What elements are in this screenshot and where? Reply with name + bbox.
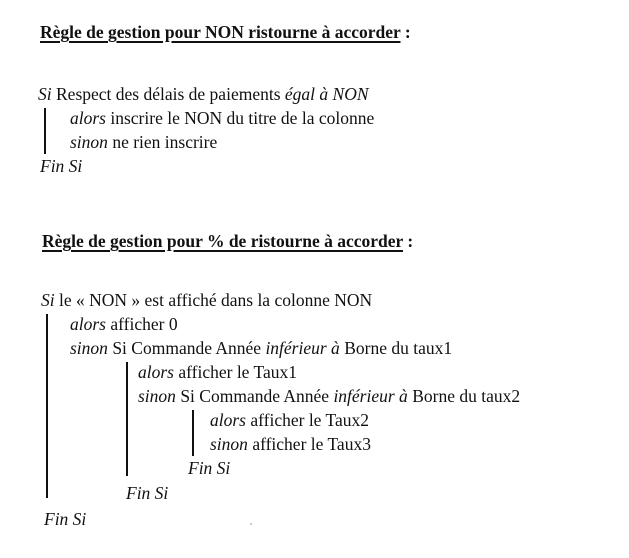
- section2-heading: [42, 231, 413, 251]
- section1-end-if: Fin Si: [40, 156, 83, 176]
- section1-heading-colon: :: [400, 22, 411, 42]
- nested-if-subject: Commande Année: [131, 338, 262, 358]
- nested2-if-operator: inférieur à: [333, 386, 408, 406]
- nested-if-keyword: Si: [112, 338, 127, 358]
- then-keyword: alors: [70, 314, 106, 334]
- nested2-then-line: [210, 410, 369, 430]
- else-action: afficher le Taux3: [252, 434, 371, 454]
- then-keyword: alors: [70, 108, 106, 128]
- then-action: afficher 0: [110, 314, 178, 334]
- section1-heading-text: Règle de gestion pour NON ristourne à accorder: [40, 22, 401, 42]
- section2-heading-colon: :: [402, 231, 414, 251]
- section1-block-bar: [44, 108, 46, 154]
- else-keyword: sinon: [70, 132, 108, 152]
- nested-if-target: Borne du taux1: [344, 338, 453, 358]
- section2-else-line: [70, 338, 452, 358]
- section2-outer-block-bar: [46, 314, 48, 498]
- else-action: ne rien inscrire: [112, 132, 218, 152]
- section2-heading-text: Règle de gestion pour % de ristourne à accorder: [42, 231, 403, 251]
- if-condition-subject: Respect des délais de paiements: [56, 84, 281, 104]
- if-condition: le « NON » est affiché dans la colonne NON: [59, 290, 373, 310]
- else-keyword: sinon: [210, 434, 248, 454]
- nested1-else-line: [138, 386, 520, 406]
- scan-speck: [250, 523, 252, 525]
- nested2-if-target: Borne du taux2: [412, 386, 521, 406]
- nested2-end-if: Fin Si: [188, 458, 231, 478]
- section2-end-if: Fin Si: [44, 509, 87, 529]
- nested-if-operator: inférieur à: [265, 338, 340, 358]
- then-keyword: alors: [210, 410, 246, 430]
- nested2-if-keyword: Si: [180, 386, 195, 406]
- section2-then-line: [70, 314, 178, 334]
- section1-if-line: [38, 84, 369, 104]
- section1-heading: [40, 22, 411, 42]
- then-action: afficher le Taux1: [178, 362, 297, 382]
- if-keyword: Si: [38, 84, 52, 104]
- nested1-block-bar: [126, 362, 128, 476]
- section1-then-line: [70, 108, 374, 128]
- else-keyword: sinon: [138, 386, 176, 406]
- section2-if-line: [41, 290, 372, 310]
- else-keyword: sinon: [70, 338, 108, 358]
- nested1-end-if: Fin Si: [126, 483, 169, 503]
- then-action: afficher le Taux2: [250, 410, 369, 430]
- if-keyword: Si: [41, 290, 55, 310]
- nested2-block-bar: [192, 410, 194, 456]
- then-action: inscrire le NON du titre de la colonne: [110, 108, 375, 128]
- nested2-else-line: [210, 434, 371, 454]
- nested1-then-line: [138, 362, 297, 382]
- then-keyword: alors: [138, 362, 174, 382]
- nested2-if-subject: Commande Année: [199, 386, 330, 406]
- section1-else-line: [70, 132, 217, 152]
- if-condition-operator: égal à NON: [284, 84, 369, 104]
